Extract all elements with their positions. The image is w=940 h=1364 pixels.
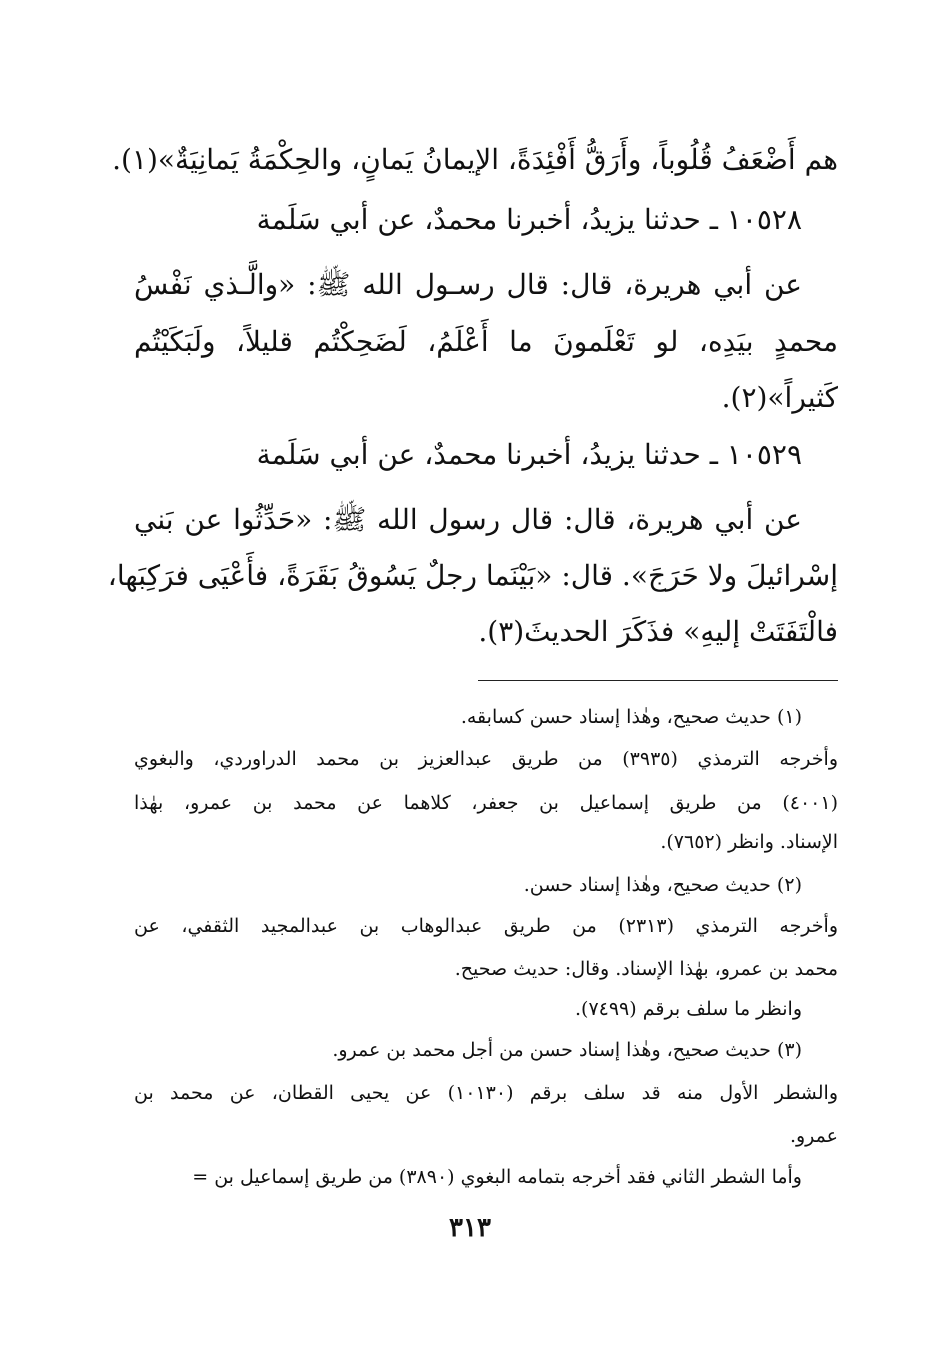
hadith-isnad-10528: ١٠٥٢٨ ـ حدثنا يزيدُ، أخبرنا محمدٌ، عن أبي سَلَمة bbox=[256, 203, 802, 236]
footnote-line: وأما الشطر الثاني فقد أخرجه بتمامه البغوي (٣٨٩٠) من طريق إسماعيل بن = bbox=[192, 1166, 802, 1188]
main-text-line: عن أبي هريرة، قال: قال رسـول الله ﷺ: «والَّـذي نَفْسُ bbox=[134, 268, 802, 301]
footnote-line: الإسناد. وانظر (٧٦٥٢). bbox=[660, 831, 838, 853]
main-text-line: إسْرائيلَ ولا حَرَجَ». قال: «بَيْنَما رجلٌ يَسُوقُ بَقَرَةً، فأَعْيَى فرَكِبَها، bbox=[107, 559, 838, 592]
main-text-line: كَثيراً»(٢). bbox=[721, 381, 838, 414]
footnote-line: وانظر ما سلف برقم (٧٤٩٩). bbox=[574, 998, 802, 1020]
footnote-line: والشطر الأول منه قد سلف برقم (١٠١٣٠) عن يحيى القطان، عن محمد بن bbox=[134, 1082, 838, 1104]
footnote-line: (١) حديث صحيح، وهٰذا إسناد حسن كسابقه. bbox=[460, 706, 802, 728]
main-text-line: محمدٍ بيَدِه، لو تَعْلَمونَ ما أَعْلَمُ، لَضَحِكْتُم قليلاً، ولَبَكَيْتُم bbox=[134, 325, 838, 358]
main-text-line: فالْتَفَتَتْ إليهِ» فذَكَرَ الحديثَ(٣). bbox=[478, 615, 838, 648]
footnote-line: (٤٠٠١) من طريق إسماعيل بن جعفر، كلاهما عن محمد بن عمرو، بهٰذا bbox=[134, 792, 838, 814]
footnote-separator bbox=[478, 680, 838, 681]
footnote-line: (٢) حديث صحيح، وهٰذا إسناد حسن. bbox=[523, 874, 802, 896]
page-number: ٣١٣ bbox=[449, 1213, 491, 1243]
main-text-line: عن أبي هريرة، قال: قال رسول الله ﷺ: «حَدِّثُوا عن بَني bbox=[134, 503, 802, 536]
footnote-line: (٣) حديث صحيح، وهٰذا إسناد حسن من أجل محمد بن عمرو. bbox=[332, 1039, 802, 1061]
footnote-line: محمد بن عمرو، بهٰذا الإسناد. وقال: حديث صحيح. bbox=[454, 958, 838, 980]
footnote-line: وأخرجه الترمذي (٣٩٣٥) من طريق عبدالعزيز بن محمد الدراوردي، والبغوي bbox=[134, 748, 838, 770]
main-text-line: هم أَضْعَفُ قُلُوباً، وأَرَقُّ أَفْئِدَةً، الإيمانُ يَمانٍ، والحِكْمَةُ يَمانِيَةٌ»(١). bbox=[112, 143, 838, 176]
hadith-isnad-10529: ١٠٥٢٩ ـ حدثنا يزيدُ، أخبرنا محمدٌ، عن أبي سَلَمة bbox=[256, 438, 802, 471]
footnote-line: وأخرجه الترمذي (٢٣١٣) من طريق عبدالوهاب بن عبدالمجيد الثقفي، عن bbox=[134, 915, 838, 937]
footnote-line: عمرو. bbox=[789, 1125, 838, 1147]
